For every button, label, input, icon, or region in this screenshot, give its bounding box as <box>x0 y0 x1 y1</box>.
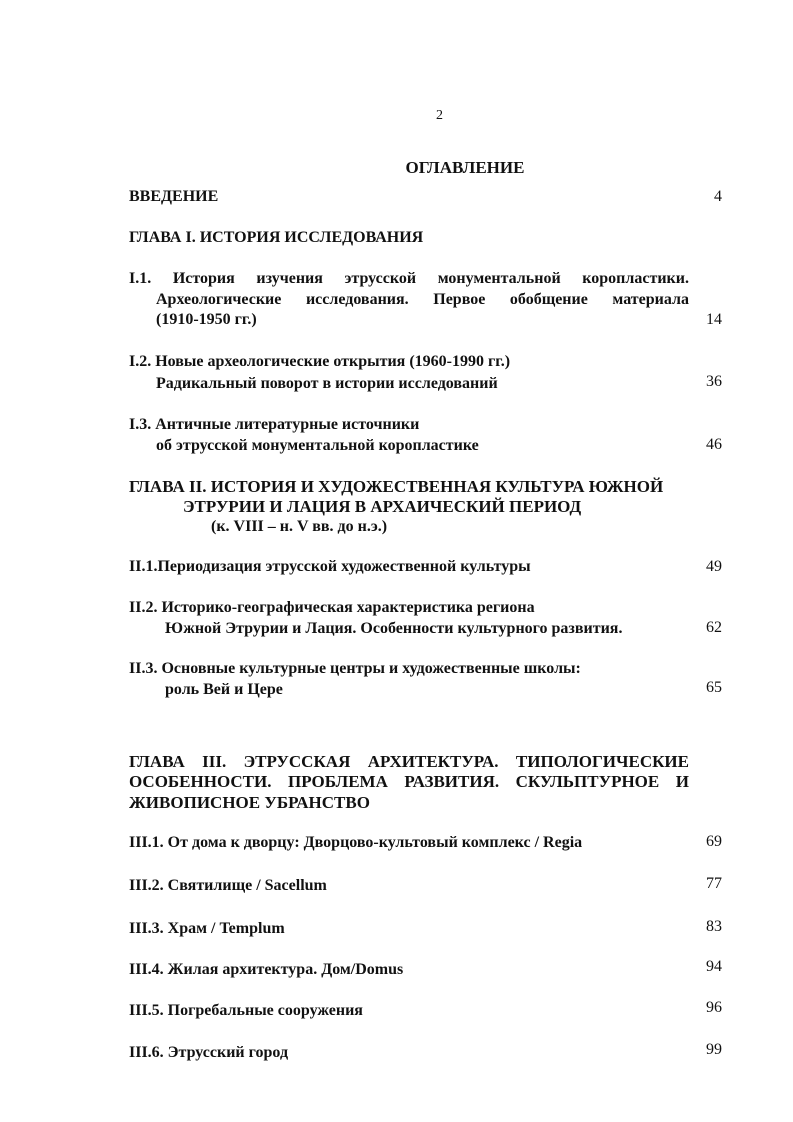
toc-3-5-page: 96 <box>706 999 722 1016</box>
toc-3-3-label: III.3. Храм / Templum <box>129 920 285 937</box>
toc-2-3-line1: II.3. Основные культурные центры и художественные школы: <box>129 660 581 677</box>
toc-2-3-line2: роль Вей и Цере <box>165 681 283 698</box>
toc-1-3-page: 46 <box>706 436 722 453</box>
toc-3-2-page: 77 <box>706 875 722 892</box>
toc-2-2-line2: Южной Этрурии и Лация. Особенности культурного развития. <box>165 620 623 637</box>
toc-3-5-label: III.5. Погребальные сооружения <box>129 1002 363 1019</box>
toc-3-1-label: III.1. От дома к дворцу: Дворцово-культовый комплекс / Regia <box>129 834 583 851</box>
chapter-3-heading-line1: ГЛАВА III. ЭТРУССКАЯ АРХИТЕКТУРА. ТИПОЛОГИЧЕСКИЕ <box>129 752 689 771</box>
chapter-3-heading-line2: ОСОБЕННОСТИ. ПРОБЛЕМА РАЗВИТИЯ. СКУЛЬПТУРНОЕ И <box>129 772 689 791</box>
page-number: 2 <box>436 108 443 123</box>
chapter-2-heading-line3: (к. VIII – н. V вв. до н.э.) <box>211 518 388 535</box>
toc-3-2-label: III.2. Святилище / Sacellum <box>129 877 327 894</box>
toc-1-1-line2: Археологические исследования. Первое обобщение материала <box>156 291 689 308</box>
toc-3-4-page: 94 <box>706 958 722 975</box>
toc-1-1-line3: (1910-1950 гг.) <box>156 311 257 328</box>
toc-3-6-label: III.6. Этрусский город <box>129 1044 289 1061</box>
toc-2-1-line1: II.1.Периодизация этрусской художественной культуры <box>129 558 531 575</box>
toc-1-2-line2: Радикальный поворот в истории исследований <box>156 375 498 392</box>
toc-1-1-page: 14 <box>706 311 722 328</box>
toc-intro-page: 4 <box>714 188 722 205</box>
toc-3-4-label: III.4. Жилая архитектура. Дом/Domus <box>129 961 404 978</box>
toc-3-3-page: 83 <box>706 918 722 935</box>
chapter-2-heading-line1: ГЛАВА II. ИСТОРИЯ И ХУДОЖЕСТВЕННАЯ КУЛЬТУРА ЮЖНОЙ <box>129 477 664 496</box>
chapter-1-heading: ГЛАВА I. ИСТОРИЯ ИССЛЕДОВАНИЯ <box>129 229 424 246</box>
chapter-3-heading-line3: ЖИВОПИСНОЕ УБРАНСТВО <box>129 793 370 812</box>
toc-2-3-page: 65 <box>706 679 722 696</box>
toc-1-2-line1: I.2. Новые археологические открытия (1960-1990 гг.) <box>129 353 511 370</box>
chapter-2-heading-line2: ЭТРУРИИ И ЛАЦИЯ В АРХАИЧЕСКИЙ ПЕРИОД <box>183 497 582 516</box>
toc-1-3-line1: I.3. Античные литературные источники <box>129 416 420 433</box>
toc-1-1-line1: I.1. История изучения этрусской монументальной коропластики. <box>129 270 689 287</box>
toc-2-1-page: 49 <box>706 558 722 575</box>
toc-3-6-page: 99 <box>706 1041 722 1058</box>
toc-1-2-page: 36 <box>706 373 722 390</box>
toc-2-2-line1: II.2. Историко-географическая характеристика региона <box>129 599 535 616</box>
page-title: ОГЛАВЛЕНИЕ <box>405 158 525 177</box>
toc-1-3-line2: об этрусской монументальной коропластике <box>156 437 479 454</box>
toc-2-2-page: 62 <box>706 619 722 636</box>
toc-3-1-page: 69 <box>706 833 722 850</box>
toc-intro-label: ВВЕДЕНИЕ <box>129 188 219 205</box>
